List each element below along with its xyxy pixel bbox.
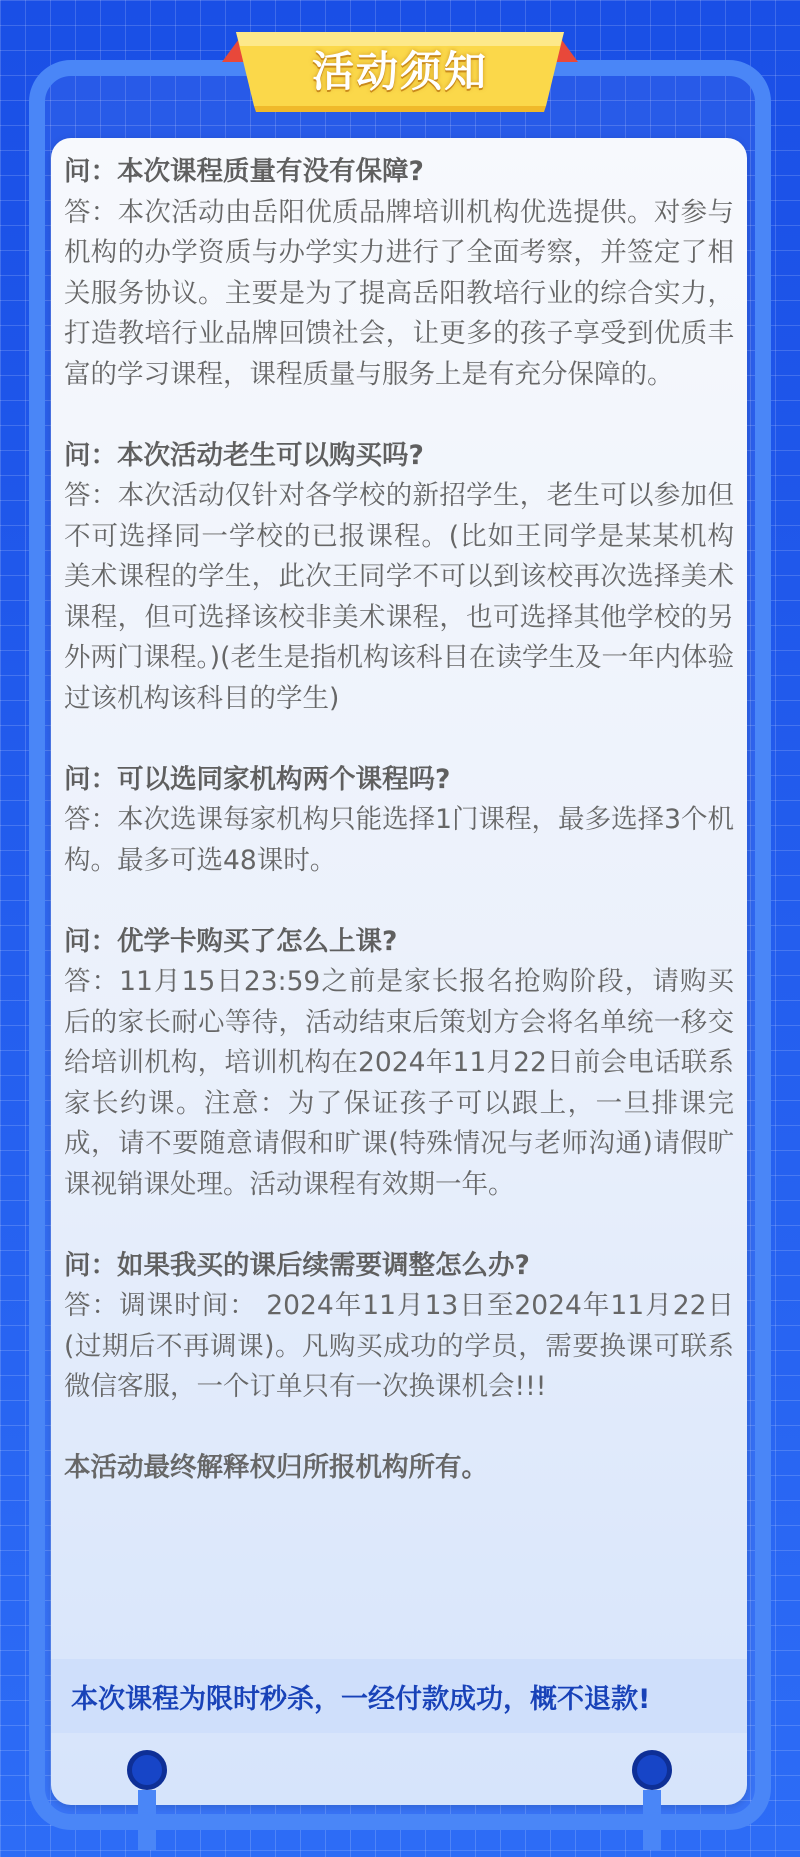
faq-question: 问：优学卡购买了怎么上课? — [64, 925, 398, 957]
faq-question: 问：如果我买的课后续需要调整怎么办? — [64, 1249, 530, 1281]
left-pin-icon — [127, 1750, 167, 1790]
faq-answer: 答：调课时间： 2024年11月13日至2024年11月22日(过期后不再调课)。凡购买成功的学员，需要换课可联系微信客服，一个订单只有一次换课机会!!! — [64, 1290, 734, 1402]
page-title: 活动须知 — [311, 47, 488, 96]
refund-notice-text: 本次课程为限时秒杀，一经付款成功，概不退款! — [71, 1683, 651, 1715]
faq-item — [64, 152, 734, 395]
faq-item — [64, 922, 734, 1206]
faq-item — [64, 436, 734, 720]
faq-item — [64, 760, 734, 882]
faq-question: 问：本次活动老生可以购买吗? — [64, 439, 424, 471]
title-banner — [222, 32, 578, 114]
right-pin-stick — [643, 1790, 661, 1850]
right-pin-icon — [632, 1750, 672, 1790]
faq-list — [64, 152, 734, 1489]
faq-answer: 答：本次活动仅针对各学校的新招学生，老生可以参加但不可选择同一学校的已报课程。(比如王同学是某某机构美术课程的学生，此次王同学不可以到该校再次选择美术课程，但可选择该校非美术课程，也可选择其他学校的另外两门课程。)(老生是指机构该科目在读学生及一年内体验过该机构该科目的学生) — [64, 480, 734, 714]
faq-answer: 答：11月15日23:59之前是家长报名抢购阶段，请购买后的家长耐心等待，活动结束后策划方会将名单统一移交给培训机构，培训机构在2024年11月22日前会电话联系家长约课。注意：为了保证孩子可以跟上，一旦排课完成，请不要随意请假和旷课(特殊情况与老师沟通)请假旷课视销课处理。活动课程有效期一年。 — [64, 966, 734, 1200]
faq-answer: 答：本次活动由岳阳优质品牌培训机构优选提供。对参与机构的办学资质与办学实力进行了全面考察，并签定了相关服务协议。主要是为了提高岳阳教培行业的综合实力，打造教培行业品牌回馈社会，让更多的孩子享受到优质丰富的学习课程，课程质量与服务上是有充分保障的。 — [64, 196, 734, 390]
faq-answer: 答：本次选课每家机构只能选择1门课程，最多选择3个机构。最多可选48课时。 — [64, 804, 734, 876]
refund-notice-bar — [51, 1659, 747, 1733]
faq-item — [64, 1246, 734, 1408]
faq-question: 问：可以选同家机构两个课程吗? — [64, 763, 451, 795]
left-pin-stick — [138, 1790, 156, 1850]
final-note: 本活动最终解释权归所报机构所有。 — [64, 1452, 488, 1483]
faq-question: 问：本次课程质量有没有保障? — [64, 156, 424, 187]
